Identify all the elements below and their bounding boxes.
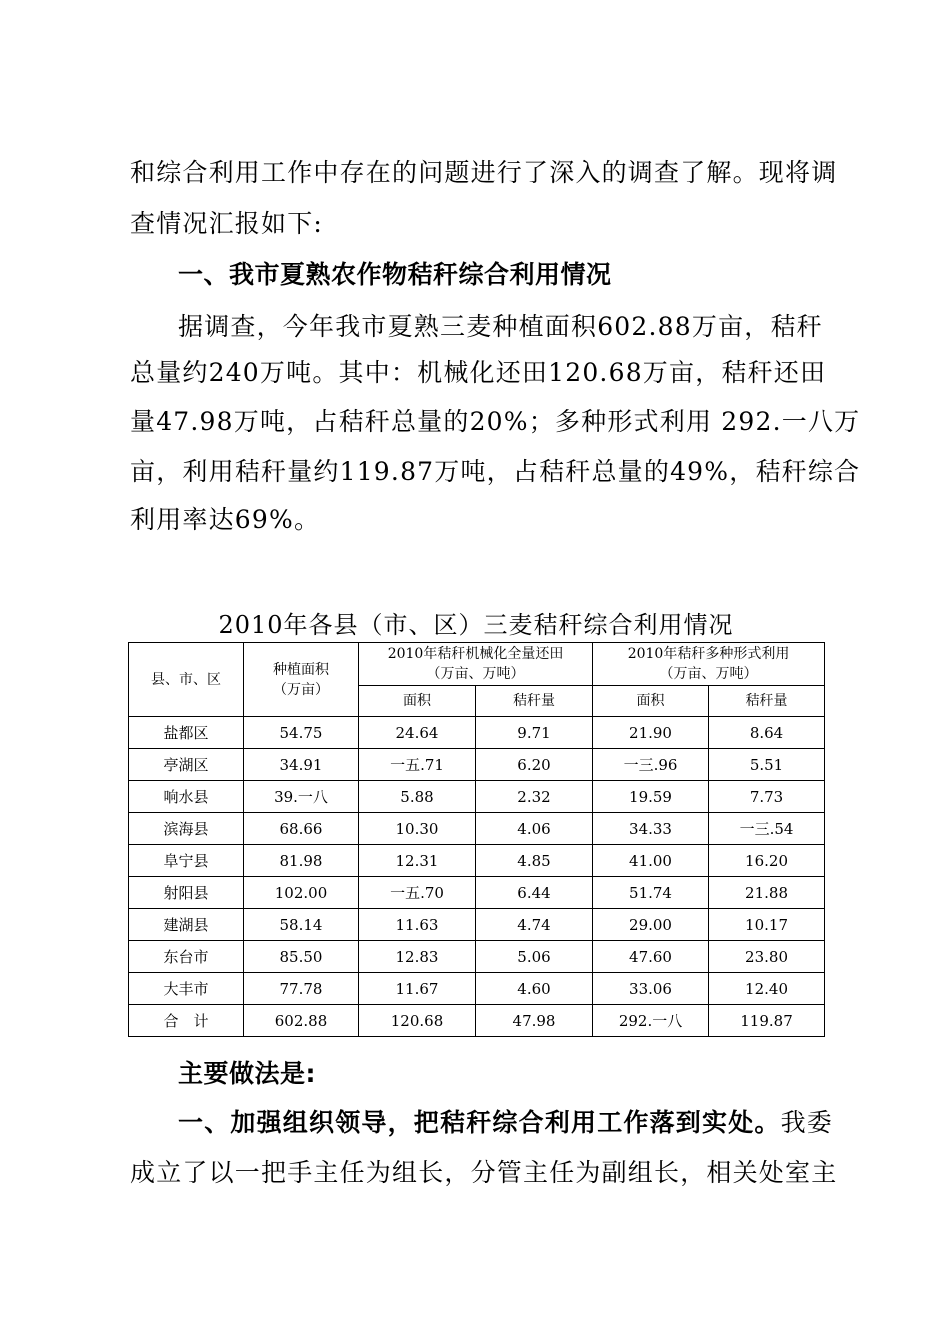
cell-mech-area: 一五.71 <box>359 749 476 781</box>
cell-region: 亭湖区 <box>129 749 244 781</box>
cell-mech-area: 10.30 <box>359 813 476 845</box>
cell-multi-area: 33.06 <box>593 973 709 1005</box>
cell-region: 射阳县 <box>129 877 244 909</box>
cell-multi-area: 51.74 <box>593 877 709 909</box>
practice1-bold: 一、加强组织领导，把秸秆综合利用工作落到实处。 <box>178 1108 781 1137</box>
cell-mech-area: 5.88 <box>359 781 476 813</box>
subheader-mech-area: 面积 <box>359 686 476 717</box>
cell-planting: 77.78 <box>244 973 359 1005</box>
cell-total-mech-amount: 47.98 <box>476 1005 593 1037</box>
table-title: 2010年各县（市、区）三麦秸秆综合利用情况 <box>218 611 734 639</box>
body-line-5: 利用率达69%。 <box>130 505 321 534</box>
practice1-line <box>178 1107 833 1139</box>
cell-multi-area: 19.59 <box>593 781 709 813</box>
subheader-multi-amount: 秸秆量 <box>709 686 825 717</box>
last-line: 成立了以一把手主任为组长，分管主任为副组长，相关处室主 <box>130 1158 838 1187</box>
header-mech-line2: （万亩、万吨） <box>426 666 525 682</box>
cell-mech-area: 11.63 <box>359 909 476 941</box>
cell-region: 盐都区 <box>129 717 244 749</box>
cell-planting: 54.75 <box>244 717 359 749</box>
body-line-2: 总量约240万吨。其中：机械化还田120.68万亩，秸秆还田 <box>130 358 827 387</box>
header-planting-line1: 种植面积 <box>273 661 329 678</box>
cell-multi-area: 一三.96 <box>593 749 709 781</box>
cell-total-multi-amount: 119.87 <box>709 1005 825 1037</box>
cell-multi-amount: 8.64 <box>709 717 825 749</box>
straw-utilization-table <box>128 642 825 1037</box>
table-row <box>129 717 825 749</box>
cell-multi-area: 29.00 <box>593 909 709 941</box>
header-multi-line2: （万亩、万吨） <box>659 666 758 682</box>
cell-region: 响水县 <box>129 781 244 813</box>
table-row <box>129 781 825 813</box>
cell-mech-area: 一五.70 <box>359 877 476 909</box>
table-total-row <box>129 1005 825 1037</box>
cell-region: 阜宁县 <box>129 845 244 877</box>
cell-mech-amount: 4.60 <box>476 973 593 1005</box>
table-row <box>129 909 825 941</box>
cell-mech-amount: 4.74 <box>476 909 593 941</box>
cell-mech-amount: 4.85 <box>476 845 593 877</box>
paragraph-line-2: 查情况汇报如下: <box>130 209 324 238</box>
cell-total-label: 合 计 <box>129 1005 244 1037</box>
cell-planting: 34.91 <box>244 749 359 781</box>
header-multi-line1: 2010年秸秆多种形式利用 <box>627 646 790 662</box>
cell-multi-amount: 16.20 <box>709 845 825 877</box>
cell-multi-area: 34.33 <box>593 813 709 845</box>
table-row <box>129 845 825 877</box>
cell-region: 建湖县 <box>129 909 244 941</box>
cell-region: 大丰市 <box>129 973 244 1005</box>
cell-mech-amount: 4.06 <box>476 813 593 845</box>
cell-mech-area: 24.64 <box>359 717 476 749</box>
cell-mech-amount: 6.44 <box>476 877 593 909</box>
cell-planting: 68.66 <box>244 813 359 845</box>
cell-region: 滨海县 <box>129 813 244 845</box>
paragraph-line-1: 和综合利用工作中存在的问题进行了深入的调查了解。现将调 <box>130 158 838 187</box>
cell-planting: 85.50 <box>244 941 359 973</box>
cell-mech-area: 12.31 <box>359 845 476 877</box>
cell-mech-amount: 6.20 <box>476 749 593 781</box>
cell-planting: 102.00 <box>244 877 359 909</box>
subheader-multi-area: 面积 <box>593 686 709 717</box>
cell-multi-area: 21.90 <box>593 717 709 749</box>
cell-planting: 58.14 <box>244 909 359 941</box>
table-row <box>129 749 825 781</box>
table-row <box>129 877 825 909</box>
cell-multi-amount: 23.80 <box>709 941 825 973</box>
cell-multi-amount: 12.40 <box>709 973 825 1005</box>
table-row <box>129 941 825 973</box>
practices-heading: 主要做法是: <box>178 1059 316 1088</box>
header-planting-line2: （万亩） <box>273 681 329 698</box>
cell-mech-amount: 5.06 <box>476 941 593 973</box>
cell-mech-amount: 9.71 <box>476 717 593 749</box>
header-mech-line1: 2010年秸秆机械化全量还田 <box>387 646 564 662</box>
practice1-rest: 我委 <box>780 1108 834 1137</box>
cell-mech-amount: 2.32 <box>476 781 593 813</box>
cell-multi-area: 47.60 <box>593 941 709 973</box>
header-planting-area <box>244 643 359 717</box>
subheader-mech-amount: 秸秆量 <box>476 686 593 717</box>
cell-multi-amount: 21.88 <box>709 877 825 909</box>
cell-planting: 39.一八 <box>244 781 359 813</box>
header-mechanized <box>359 643 593 686</box>
section1-heading: 一、我市夏熟农作物秸秆综合利用情况 <box>178 260 612 289</box>
cell-multi-amount: 一三.54 <box>709 813 825 845</box>
table-row <box>129 973 825 1005</box>
table-row <box>129 813 825 845</box>
body-line-3: 量47.98万吨，占秸秆总量的20%；多种形式利用 292.一八万 <box>130 407 861 436</box>
header-multi-use <box>593 643 825 686</box>
body-line-4: 亩，利用秸秆量约119.87万吨，占秸秆总量的49%，秸秆综合 <box>130 457 861 486</box>
body-line-1: 据调查，今年我市夏熟三麦种植面积602.88万亩，秸秆 <box>178 312 823 341</box>
cell-total-mech-area: 120.68 <box>359 1005 476 1037</box>
header-region: 县、市、区 <box>129 643 244 717</box>
cell-multi-amount: 5.51 <box>709 749 825 781</box>
cell-planting: 81.98 <box>244 845 359 877</box>
cell-multi-area: 41.00 <box>593 845 709 877</box>
cell-total-multi-area: 292.一八 <box>593 1005 709 1037</box>
cell-mech-area: 11.67 <box>359 973 476 1005</box>
cell-multi-amount: 7.73 <box>709 781 825 813</box>
cell-total-planting: 602.88 <box>244 1005 359 1037</box>
cell-mech-area: 12.83 <box>359 941 476 973</box>
cell-multi-amount: 10.17 <box>709 909 825 941</box>
cell-region: 东台市 <box>129 941 244 973</box>
